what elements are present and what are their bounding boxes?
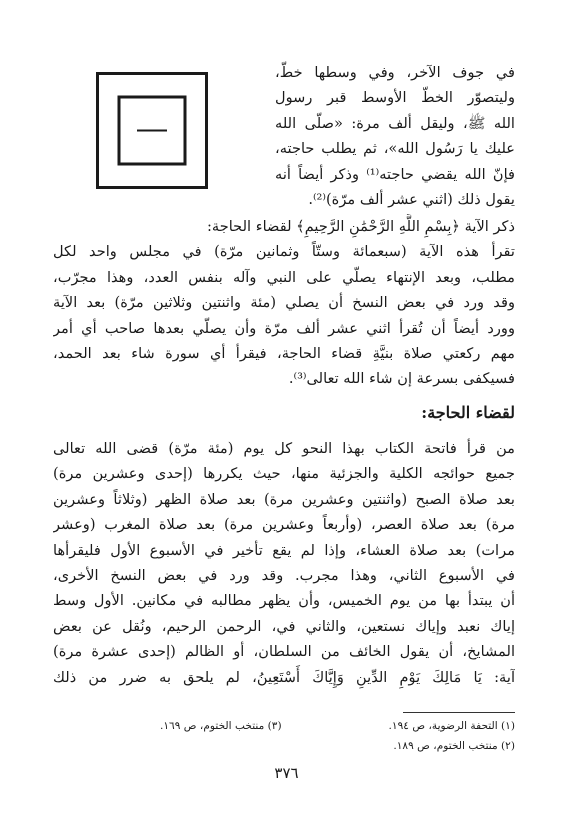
text-line: في الأسبوع الثاني، وهذا مجرب. وقد ورد في بعض النسخ الأخرى، [53, 567, 515, 585]
intro-paragraph [275, 60, 515, 212]
footnote-row [53, 736, 515, 756]
text-line: الله ﷺ، وليقل ألف مرة: «صلّى الله [275, 114, 515, 132]
body-paragraph [53, 436, 515, 690]
footnote-row [53, 716, 515, 736]
nested-squares-figure [96, 72, 208, 189]
text-line: فإنّ الله يقضي حاجته⁽¹⁾ وذكر أيضاً أنه [275, 165, 515, 183]
footnote-3: (٣) منتخب الختوم، ص ١٦٩. [159, 720, 282, 732]
text-line: يقول ذلك (اثني عشر ألف مرّة)⁽²⁾. [308, 191, 515, 209]
text-line: بعد صلاة الصبح (واثنتين وعشرين مرة) بعد صلاة الظهر (وثلاثاً وعشرين [53, 490, 515, 508]
footnotes [53, 716, 515, 756]
text-line: جميع حوائجه الكلية والجزئية منها، حيث يكررها (إحدى وعشرين مرة) [53, 465, 515, 483]
section-heading: لقضاء الحاجة: [421, 403, 515, 422]
text-line: وقد ورد في بعض النسخ أن يصلي (مئة واثنتين وثلاثين مرّة) بعد الآية [53, 294, 515, 312]
text-line: المشايخ، أن يقول الخائف من السلطان، أو الظالم (إحدى عشرة مرة) [53, 643, 515, 661]
text-line: مطلب، وبعد الإنتهاء يصلّي على النبي وآله بنفس العدد، وهذا مجرّب، [53, 268, 515, 286]
text-line: أن يبتدأ بها من يوم الخميس، وأن يظهر مطالبه في مكانين. الأول وسط [53, 592, 515, 610]
footnote-1: (١) التحفة الرضوية، ص ١٩٤. [388, 720, 515, 732]
text-line: إياك نعبد وإياك نستعين، والثاني في، الرحمن الرحيم، ونُقل عن بعض [53, 617, 515, 635]
footnote-2: (٢) منتخب الختوم، ص ١٨٩. [393, 740, 515, 752]
verse-paragraph [53, 214, 515, 392]
text-line: وورد أيضاً أن تُقرأ اثني عشر ألف مرّة وأن يصلّي بعدها صاحب أي أمر [53, 319, 515, 337]
text-line: فسيكفى بسرعة إن شاء الله تعالى⁽³⁾. [288, 370, 515, 388]
text-line: ذكر الآية ﴿بِسْمِ اللَّهِ الرَّحْمَٰنِ الرَّحِيمِ﴾ لقضاء الحاجة: [206, 218, 515, 235]
text-line: مرة) بعد صلاة العصر، (وأربعاً وعشرين مرة) بعد صلاة المغرب (وعشر [53, 516, 515, 534]
text-line: مرات) بعد صلاة العشاء، وإذا لم يقع تأخير في الأسبوع الأول فليقرأها [53, 541, 515, 559]
text-line: من قرأ فاتحة الكتاب بهذا النحو كل يوم (مئة مرّة) قضى الله تعالى [53, 440, 515, 457]
text-line: وليتصوّر الخطّ الأوسط قبر رسول [275, 89, 515, 107]
page-number: ٣٧٦ [274, 764, 299, 782]
text-line: عليك يا رَسُول الله»، ثم يطلب حاجته، [275, 140, 515, 158]
text-line: مهم ركعتي صلاة بنيَّةِ قضاء الحاجة، فيقرأ أي سورة شاء بعد الحمد، [53, 345, 515, 363]
text-line: تقرأ هذه الآية (سبعمائة وستّاً وثمانين مرّة) في مجلس واحد لكل [53, 243, 515, 261]
nested-squares-icon [96, 72, 208, 189]
text-line: في جوف الآخر، وفي وسطها خطّ، [275, 64, 515, 81]
footnote-separator [403, 712, 515, 713]
text-line: آية: يَا مَالِكَ يَوْمِ الدِّينِ وَإِيَّاكَ أَسْتَعِينُ، لم يلحق به ضرر من ذلك [53, 668, 515, 686]
